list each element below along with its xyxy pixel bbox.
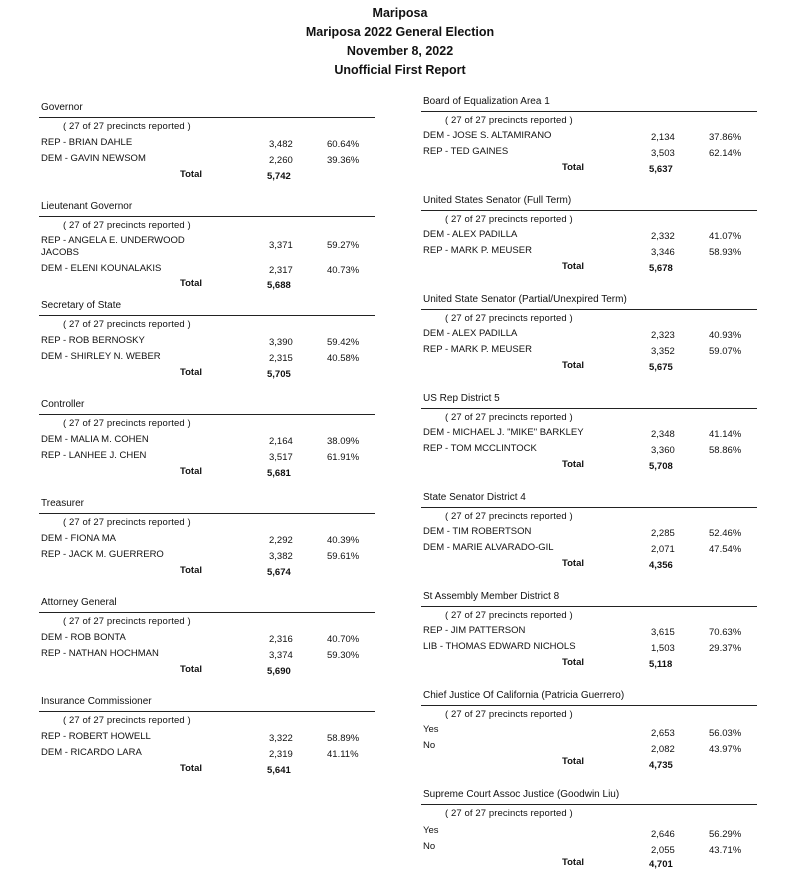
candidate-votes: 3,371 [269,240,293,251]
candidate-votes: 2,315 [269,353,293,364]
candidate-name: DEM - TIM ROBERTSON [423,526,532,537]
candidate-percent: 40.70% [327,634,360,645]
candidate-row [423,526,757,540]
candidate-votes: 2,285 [651,528,675,539]
candidate-row [423,344,757,358]
candidate-name: DEM - MALIA M. COHEN [41,434,149,445]
candidate-name: REP - BRIAN DAHLE [41,137,133,148]
candidate-name: REP - TOM MCCLINTOCK [423,443,537,454]
divider [39,315,375,316]
candidate-row [41,434,375,448]
race-title: St Assembly Member District 8 [423,591,560,602]
candidate-name: Yes [423,825,439,836]
candidate-row [423,245,757,259]
candidate-name: REP - NATHAN HOCHMAN [41,648,159,659]
candidate-votes: 2,348 [651,429,675,440]
candidate-name: DEM - ALEX PADILLA [423,328,518,339]
right-column [421,90,757,882]
candidate-name: REP - JIM PATTERSON [423,625,526,636]
candidate-name: REP - TED GAINES [423,146,509,157]
candidate-name: LIB - THOMAS EDWARD NICHOLS [423,641,576,652]
race-title: US Rep District 5 [423,393,500,404]
race-title: Secretary of State [41,300,122,311]
divider [421,111,757,112]
candidate-name: REP - LANHEE J. CHEN [41,450,147,461]
election-title: Mariposa 2022 General Election [305,25,495,39]
race-title: Attorney General [41,597,117,608]
divider [39,414,375,415]
candidate-percent: 41.07% [709,231,742,242]
candidate-row [41,335,375,349]
candidate-name: DEM - ALEX PADILLA [423,229,518,240]
divider [39,612,375,613]
candidate-row [41,450,375,464]
race-us-rep-district-5 [421,387,757,486]
candidate-percent: 40.39% [327,535,360,546]
candidate-percent: 40.93% [709,330,742,341]
total-votes: 5,641 [267,765,291,776]
candidate-name: DEM - GAVIN NEWSOM [41,153,146,164]
race-title: Governor [41,102,83,113]
divider [421,804,757,805]
candidate-percent: 59.27% [327,240,360,251]
candidate-row [41,533,375,547]
candidate-row [41,632,375,646]
candidate-percent: 47.54% [709,544,742,555]
candidate-percent: 59.07% [709,346,742,357]
candidate-name: DEM - SHIRLEY N. WEBER [41,351,161,362]
race-insurance-commissioner [39,690,375,789]
candidate-row [423,724,757,738]
total-label: Total [562,558,584,569]
candidate-name: DEM - ELENI KOUNALAKIS [41,263,162,274]
candidate-votes: 2,316 [269,634,293,645]
candidate-row [41,648,375,662]
race-title: Lieutenant Governor [41,201,133,212]
candidate-row [423,229,757,243]
race-us-senator-full [421,189,757,288]
candidate-votes: 3,382 [269,551,293,562]
candidate-percent: 60.64% [327,139,360,150]
precincts-reported: ( 27 of 27 precincts reported ) [445,610,573,621]
candidate-name: DEM - MARIE ALVARADO-GIL [423,542,554,553]
candidate-row [41,235,375,258]
candidate-percent: 56.03% [709,728,742,739]
precincts-reported: ( 27 of 27 precincts reported ) [445,214,573,225]
divider [421,210,757,211]
candidate-votes: 3,360 [651,445,675,456]
candidate-percent: 70.63% [709,627,742,638]
candidate-row [423,130,757,144]
race-title: Supreme Court Assoc Justice (Goodwin Liu) [423,789,620,800]
race-treasurer [39,492,375,591]
race-title: Controller [41,399,85,410]
race-governor [39,96,375,195]
candidate-percent: 41.11% [327,749,359,760]
divider [39,216,375,217]
race-title: Insurance Commissioner [41,696,152,707]
race-supreme-court-assoc-justice [421,783,757,882]
precincts-reported: ( 27 of 27 precincts reported ) [445,511,573,522]
candidate-row [41,153,375,167]
race-title: United States Senator (Full Term) [423,195,572,206]
candidate-votes: 3,517 [269,452,293,463]
report-header [0,4,800,80]
total-label: Total [180,664,202,675]
total-votes: 5,688 [267,280,291,291]
candidate-name: REP - MARK P. MEUSER [423,245,532,256]
candidate-percent: 43.71% [709,845,742,856]
total-votes: 5,708 [649,461,673,472]
candidate-row [423,542,757,556]
precincts-reported: ( 27 of 27 precincts reported ) [63,616,191,627]
candidate-row [41,747,375,761]
candidate-row [423,427,757,441]
race-secretary-of-state [39,294,375,393]
candidate-percent: 59.30% [327,650,360,661]
precincts-reported: ( 27 of 27 precincts reported ) [63,517,191,528]
precincts-reported: ( 27 of 27 precincts reported ) [63,418,191,429]
candidate-name: REP - ANGELA E. UNDERWOOD JACOBS [41,235,185,258]
total-label: Total [180,278,202,289]
candidate-percent: 40.73% [327,265,360,276]
total-label: Total [562,657,584,668]
candidate-votes: 2,323 [651,330,675,341]
total-votes: 5,705 [267,369,291,380]
divider [421,507,757,508]
divider [421,408,757,409]
candidate-name: DEM - MICHAEL J. "MIKE" BARKLEY [423,427,584,438]
race-attorney-general [39,591,375,690]
total-votes: 5,118 [649,659,673,670]
candidate-percent: 59.42% [327,337,360,348]
precincts-reported: ( 27 of 27 precincts reported ) [445,709,573,720]
total-label: Total [562,459,584,470]
divider [39,117,375,118]
divider [39,711,375,712]
race-title: Treasurer [41,498,84,509]
candidate-percent: 29.37% [709,643,742,654]
total-votes: 5,690 [267,666,291,677]
candidate-votes: 2,134 [651,132,675,143]
candidate-votes: 2,055 [651,845,675,856]
race-controller [39,393,375,492]
total-votes: 5,674 [267,567,291,578]
candidate-votes: 3,390 [269,337,293,348]
candidate-name: No [423,740,436,751]
candidate-name: DEM - FIONA MA [41,533,116,544]
divider [39,513,375,514]
total-votes: 4,735 [649,760,673,771]
total-votes: 5,637 [649,164,673,175]
race-title: Chief Justice Of California (Patricia Guerrero) [423,690,625,701]
total-label: Total [562,756,584,767]
precincts-reported: ( 27 of 27 precincts reported ) [63,220,191,231]
candidate-row [423,825,757,839]
total-votes: 5,678 [649,263,673,274]
candidate-percent: 56.29% [709,829,742,840]
candidate-percent: 58.89% [327,733,360,744]
total-label: Total [180,169,202,180]
county-title: Mariposa [372,6,428,20]
candidate-row [423,740,757,754]
candidate-votes: 1,503 [651,643,675,654]
race-lieutenant-governor [39,195,375,294]
candidate-votes: 3,322 [269,733,293,744]
candidate-votes: 2,317 [269,265,293,276]
candidate-row [423,641,757,655]
candidate-name: REP - ROB BERNOSKY [41,335,145,346]
precincts-reported: ( 27 of 27 precincts reported ) [63,319,191,330]
candidate-votes: 2,653 [651,728,675,739]
divider [421,309,757,310]
candidate-votes: 3,346 [651,247,675,258]
total-votes: 5,675 [649,362,673,373]
total-votes: 5,681 [267,468,291,479]
candidate-row [41,731,375,745]
candidate-name: REP - JACK M. GUERRERO [41,549,164,560]
total-votes: 4,356 [649,560,673,571]
candidate-votes: 2,260 [269,155,293,166]
candidate-votes: 2,319 [269,749,293,760]
candidate-percent: 59.61% [327,551,360,562]
total-label: Total [180,466,202,477]
candidate-votes: 2,332 [651,231,675,242]
candidate-row [41,351,375,365]
candidate-percent: 58.93% [709,247,742,258]
race-chief-justice [421,684,757,783]
report-title: Unofficial First Report [334,63,466,77]
race-st-assembly-district-8 [421,585,757,684]
election-date: November 8, 2022 [346,44,454,58]
candidate-votes: 2,292 [269,535,293,546]
candidate-percent: 37.86% [709,132,742,143]
divider [421,606,757,607]
total-label: Total [562,162,584,173]
race-board-of-equalization [421,90,757,189]
candidate-percent: 39.36% [327,155,360,166]
precincts-reported: ( 27 of 27 precincts reported ) [445,412,573,423]
candidate-row [423,625,757,639]
total-label: Total [562,857,584,868]
candidate-votes: 3,352 [651,346,675,357]
race-title: State Senator District 4 [423,492,526,503]
candidate-percent: 41.14% [709,429,742,440]
left-column [39,96,375,789]
candidate-percent: 40.58% [327,353,360,364]
candidate-percent: 43.97% [709,744,742,755]
candidate-percent: 62.14% [709,148,742,159]
candidate-votes: 2,646 [651,829,675,840]
total-label: Total [562,360,584,371]
candidate-name: DEM - JOSE S. ALTAMIRANO [423,130,552,141]
total-votes: 5,742 [267,171,291,182]
race-title: Board of Equalization Area 1 [423,96,550,107]
total-label: Total [180,367,202,378]
candidate-percent: 61.91% [327,452,360,463]
divider [421,705,757,706]
candidate-row [423,328,757,342]
candidate-row [423,146,757,160]
candidate-votes: 3,482 [269,139,293,150]
precincts-reported: ( 27 of 27 precincts reported ) [63,121,191,132]
candidate-percent: 58.86% [709,445,742,456]
candidate-row [41,263,375,277]
candidate-percent: 52.46% [709,528,742,539]
precincts-reported: ( 27 of 27 precincts reported ) [445,115,573,126]
candidate-percent: 38.09% [327,436,360,447]
candidate-votes: 3,374 [269,650,293,661]
candidate-name: Yes [423,724,439,735]
candidate-votes: 2,071 [651,544,675,555]
candidate-votes: 3,615 [651,627,675,638]
race-state-senator-district-4 [421,486,757,585]
precincts-reported: ( 27 of 27 precincts reported ) [63,715,191,726]
total-label: Total [562,261,584,272]
candidate-row [423,443,757,457]
precincts-reported: ( 27 of 27 precincts reported ) [445,313,573,324]
race-us-senator-partial [421,288,757,387]
candidate-name: DEM - RICARDO LARA [41,747,142,758]
candidate-name: REP - ROBERT HOWELL [41,731,151,742]
candidate-row [41,549,375,563]
candidate-votes: 2,082 [651,744,675,755]
candidate-name: DEM - ROB BONTA [41,632,126,643]
total-label: Total [180,763,202,774]
race-title: United State Senator (Partial/Unexpired Term) [423,294,627,305]
candidate-votes: 2,164 [269,436,293,447]
candidate-votes: 3,503 [651,148,675,159]
candidate-row [41,137,375,151]
total-label: Total [180,565,202,576]
candidate-name: REP - MARK P. MEUSER [423,344,532,355]
precincts-reported: ( 27 of 27 precincts reported ) [445,808,573,819]
total-votes: 4,701 [649,859,673,870]
candidate-row [423,841,757,855]
candidate-name: No [423,841,436,852]
